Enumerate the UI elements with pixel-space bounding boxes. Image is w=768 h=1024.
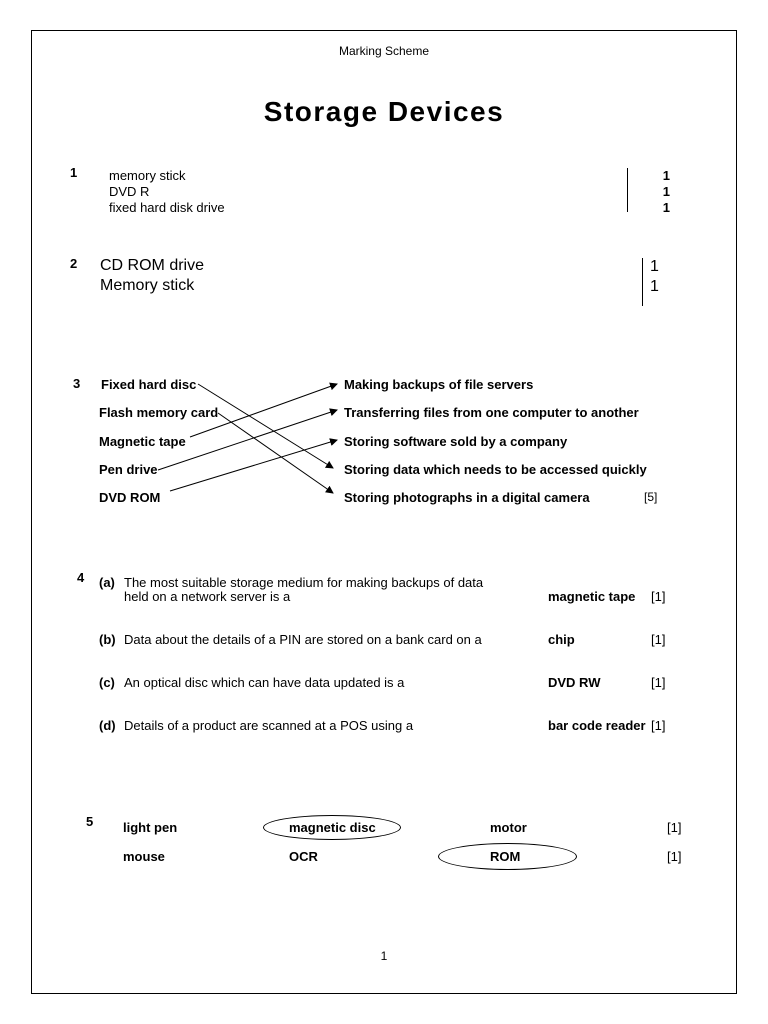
q5-number: 5 [86, 814, 94, 829]
q4b-label: (b) [99, 632, 116, 647]
q2-answer: Memory stick [100, 277, 195, 294]
q2-mark: 1 [650, 278, 659, 295]
match-arrow [190, 384, 337, 437]
q4c-answer: DVD RW [548, 675, 601, 690]
q4b-answer: chip [548, 632, 575, 647]
match-arrow [198, 384, 333, 468]
q3-left-item: Magnetic tape [99, 434, 186, 449]
q3-left-item: Flash memory card [99, 405, 219, 420]
q4-number: 4 [77, 570, 85, 585]
q1-mark: 1 [662, 200, 670, 215]
q1-answer: memory stick [109, 168, 186, 183]
q4c-label: (c) [99, 675, 115, 690]
q4a-answer: magnetic tape [548, 589, 636, 604]
q4a-label: (a) [99, 575, 115, 590]
q4c-mark: [1] [651, 675, 666, 690]
q3-left-item: Fixed hard disc [101, 377, 197, 392]
q5-option: OCR [289, 849, 318, 864]
page-header: Marking Scheme [338, 44, 430, 58]
q5-option: light pen [123, 820, 178, 835]
q4b-mark: [1] [651, 632, 666, 647]
q5-option: mouse [123, 849, 165, 864]
q4b-text: Data about the details of a PIN are stored on a bank card on a [124, 632, 482, 647]
q1-answer: DVD R [109, 184, 150, 199]
q1-mark: 1 [662, 168, 670, 183]
q2-number: 2 [70, 256, 78, 271]
match-arrow [158, 410, 337, 470]
q4d-answer: bar code reader [548, 718, 646, 733]
q5-mark: [1] [667, 820, 682, 835]
q3-number: 3 [73, 376, 81, 391]
q4a-mark: [1] [651, 589, 666, 604]
q4d-mark: [1] [651, 718, 666, 733]
q3-right-item: Storing software sold by a company [344, 434, 568, 449]
q5-option-circled: ROM [490, 849, 521, 864]
q3-mark: [5] [644, 490, 658, 504]
q3-right-item: Storing data which needs to be accessed quickly [344, 462, 647, 477]
q3-right-item: Storing photographs in a digital camera [344, 490, 590, 505]
q1-number: 1 [70, 165, 78, 180]
q5-option-circled: magnetic disc [289, 820, 376, 835]
q1-answer: fixed hard disk drive [109, 200, 225, 215]
page-title: Storage Devices [263, 96, 505, 127]
q5-option: motor [490, 820, 527, 835]
q4d-text: Details of a product are scanned at a POS using a [124, 718, 414, 733]
q3-right-item: Transferring files from one computer to another [344, 405, 639, 420]
q4a-text: held on a network server is a [124, 589, 291, 604]
q4a-text: The most suitable storage medium for making backups of data [124, 575, 484, 590]
q1-mark: 1 [662, 184, 670, 199]
q2-answer: CD ROM drive [100, 257, 205, 274]
match-arrow [170, 440, 337, 491]
q3-left-item: DVD ROM [99, 490, 161, 505]
q3-left-item: Pen drive [99, 462, 158, 477]
q3-right-item: Making backups of file servers [344, 377, 534, 392]
q2-mark: 1 [650, 258, 659, 275]
page-number: 1 [380, 949, 388, 963]
q4d-label: (d) [99, 718, 116, 733]
q4c-text: An optical disc which can have data updated is a [124, 675, 405, 690]
match-arrow [218, 413, 333, 493]
q5-mark: [1] [667, 849, 682, 864]
